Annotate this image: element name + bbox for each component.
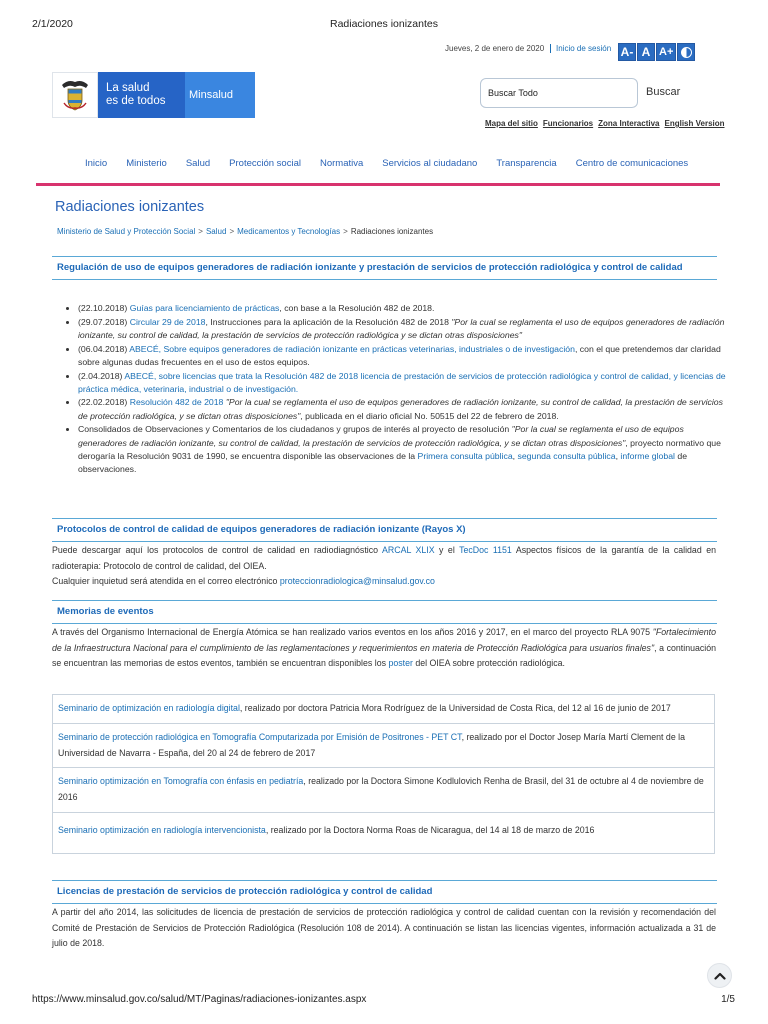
item-date: (29.07.2018)	[78, 316, 130, 327]
event-link[interactable]: Seminario de optimización en radiología digital	[58, 703, 240, 713]
contrast-icon[interactable]	[677, 43, 695, 61]
breadcrumb-separator: >	[198, 227, 203, 236]
slogan-line-1: La salud	[106, 82, 150, 94]
list-item	[78, 316, 730, 342]
item-quote: "Por la cual se reglamenta el uso de equipos generadores de radiación ionizante, su control de calidad, la prestación de servicios de protección radiológica y se dictan otras disposiciones"	[78, 316, 725, 340]
primera-consulta-link[interactable]: Primera consulta pública	[417, 450, 513, 461]
poster-link[interactable]: poster	[388, 658, 413, 669]
staff-link[interactable]: Funcionarios	[542, 119, 594, 128]
section-licencias-heading: Licencias de prestación de servicios de protección radiológica y control de calidad	[52, 880, 717, 904]
event-link[interactable]: Seminario optimización en radiología intervencionista	[58, 824, 266, 835]
event-row	[53, 813, 714, 853]
site-logo[interactable]	[52, 72, 255, 118]
event-link[interactable]: Seminario optimización en Tomografía con énfasis en pediatría	[58, 776, 304, 787]
para-text: A través del Organismo Internacional de Energía Atómica se han realizado varios eventos en los años 2016 y 2017, en el marco del proyecto RLA 9075	[52, 627, 653, 637]
search-input[interactable]	[480, 78, 638, 108]
breadcrumb-current: Radiaciones ionizantes	[350, 227, 434, 236]
slogan-line-2: es de todos	[106, 95, 166, 107]
interactive-zone-link[interactable]: Zona Interactiva	[598, 119, 660, 128]
tecdoc-link[interactable]: TecDoc 1151	[459, 545, 512, 555]
item-quote: "Por la cual se reglamenta el uso de equipos generadores de radiación ionizante, su control de calidad, la prestación de servicios de protección radiológica, y se dictan otras disposiciones"	[78, 424, 684, 448]
para-text: Aspectos físicos de la garantía de la calidad en radioterapia: Protocolo de control de calidad, del OIEA.	[52, 545, 716, 571]
nav-divider	[36, 183, 720, 186]
nav-item-comunicaciones[interactable]: Centro de comunicaciones	[575, 158, 689, 169]
item-text: , con base a la Resolución 482 de 2018.	[279, 303, 435, 313]
event-link[interactable]: Seminario de protección radiológica en Tomografía Computarizada por Emisión de Positrones - PET CT	[58, 731, 462, 742]
guias-link[interactable]: Guías para licenciamiento de prácticas	[129, 303, 280, 313]
font-normal-button[interactable]: A	[637, 43, 655, 61]
coat-of-arms-icon	[52, 72, 98, 118]
event-row	[53, 768, 714, 813]
event-text: , realizado por doctora Patricia Mora Rodríguez de la Universidad de Costa Rica, del 12 al 16 de junio de 2017	[239, 703, 671, 713]
item-date: (22.02.2018)	[78, 397, 130, 408]
font-size-tools	[618, 43, 695, 61]
event-row	[53, 695, 714, 724]
font-decrease-button[interactable]: A-	[618, 43, 636, 61]
para-text: Cualquier inquietud será atendida en el correo electrónico	[52, 576, 280, 587]
event-text: , realizado por el Doctor Josep María Martí Clement de la Universidad de Navarra - España, del 20 al 24 de febrero de 2017	[58, 731, 686, 758]
font-increase-button[interactable]: A+	[656, 43, 676, 61]
login-link[interactable]: Inicio de sesión	[550, 44, 611, 53]
event-row	[53, 724, 714, 769]
nav-item-salud[interactable]: Salud	[185, 158, 211, 169]
circular-link[interactable]: Circular 29 de 2018	[129, 316, 206, 327]
chevron-up-icon	[714, 971, 726, 980]
item-date: (2.04.2018)	[78, 370, 125, 381]
breadcrumb-ministerio[interactable]: Ministerio de Salud y Protección Social	[57, 227, 196, 236]
breadcrumb-medicamentos[interactable]: Medicamentos y Tecnologías	[237, 227, 341, 236]
logo-slogan	[98, 72, 185, 118]
item-text: de observaciones.	[78, 450, 688, 474]
nav-item-servicios[interactable]: Servicios al ciudadano	[382, 158, 478, 169]
regulation-list	[66, 302, 730, 477]
print-date: 2/1/2020	[32, 18, 73, 30]
item-separator: ,	[512, 450, 518, 461]
list-item	[78, 423, 730, 476]
para-quote: "Fortalecimiento de la Infraestructura Nacional para el cumplimiento de las reglamentaciones y requerimientos en materia de Protección Radiológica para usuarios finales"	[52, 627, 716, 653]
arcal-link[interactable]: ARCAL XLIX	[382, 545, 435, 555]
segunda-consulta-link[interactable]: segunda consulta pública	[517, 450, 616, 461]
sitemap-link[interactable]: Mapa del sitio	[485, 119, 538, 128]
section-memorias-heading: Memorias de eventos	[52, 600, 717, 624]
nav-item-normativa[interactable]: Normativa	[319, 158, 364, 169]
event-text: , realizado por la Doctora Simone Kodlulovich Renha de Brasil, del 31 de octubre al 4 de noviembre de 2016	[58, 776, 704, 803]
breadcrumb-separator: >	[343, 227, 348, 236]
email-link[interactable]: proteccionradiologica@minsalud.gov.co	[279, 576, 435, 587]
item-text: , Instrucciones para la aplicación de la Resolución 482 de 2018	[205, 316, 452, 327]
item-text: , proyecto normativo que derogaría la Resolución 9031 de 1990, se encuentra disponible las observaciones de la	[78, 437, 721, 461]
events-table	[52, 694, 715, 854]
resolucion-link[interactable]: Resolución 482 de 2018	[129, 397, 224, 408]
list-item	[78, 302, 730, 315]
item-quote: "Por la cual se reglamenta el uso de equipos generadores de radiación ionizante, su control de calidad, la prestación de servicios de protección radiológica, y se dictan otras disposiciones"	[78, 397, 723, 421]
print-url: https://www.minsalud.gov.co/salud/MT/Paginas/radiaciones-ionizantes.aspx	[32, 994, 367, 1005]
print-page-number: 1/5	[721, 994, 735, 1005]
para-text: y el	[434, 545, 460, 555]
section-regulacion-heading: Regulación de uso de equipos generadores de radiación ionizante y prestación de servicios de protección radiológica y control de calidad	[52, 256, 717, 280]
current-date: Jueves, 2 de enero de 2020	[445, 44, 545, 53]
item-text: Consolidados de Observaciones y Comentarios de los ciudadanos y grupos de interés al proyecto de resolución	[78, 424, 512, 435]
licencias-paragraph: A partir del año 2014, las solicitudes de licencia de prestación de servicios de protección radiológica y control de calidad cuentan con la revisión y recomendación del Comité de Prestación de Servicios de Protección Radiológica (Resolución 108 de 2014). A continuación se listan las licencias vigentes, información actualizada a 31 de julio de 2018.	[52, 907, 716, 949]
utility-links	[485, 119, 725, 128]
nav-item-inicio[interactable]: Inicio	[85, 158, 108, 169]
logo-brand: Minsalud	[185, 72, 255, 118]
item-date: (06.04.2018)	[78, 343, 130, 354]
list-item	[78, 370, 730, 396]
breadcrumb-salud[interactable]: Salud	[205, 227, 227, 236]
nav-item-proteccion-social[interactable]: Protección social	[229, 158, 301, 169]
print-title: Radiaciones ionizantes	[330, 18, 438, 30]
memorias-paragraph	[52, 625, 716, 672]
abece-licencias-link[interactable]: ABECÉ, sobre licencias que trata la Resolución 482 de 2018 licencia de prestación de servicios de protección radiológica y control de calidad, y licencias de práctica médica, veterinaria, industrial o de investigación.	[78, 370, 726, 394]
event-text: , realizado por la Doctora Norma Roas de Nicaragua, del 14 al 18 de marzo de 2016	[265, 824, 595, 835]
search-button[interactable]: Buscar	[646, 86, 681, 98]
breadcrumb	[57, 227, 433, 236]
scroll-top-button[interactable]	[707, 963, 732, 988]
list-item	[78, 343, 730, 369]
item-separator: ,	[615, 450, 621, 461]
list-item	[78, 396, 730, 422]
para-text: del OIEA sobre protección radiológica.	[412, 658, 565, 669]
breadcrumb-separator: >	[229, 227, 235, 236]
section-protocolos-heading: Protocolos de control de calidad de equipos generadores de radiación ionizante (Rayos X)	[52, 518, 717, 542]
abece-veterinarias-link[interactable]: ABECÉ, Sobre equipos generadores de radiación ionizante en prácticas veterinarias, industriales o de investigación	[129, 343, 575, 354]
page-title: Radiaciones ionizantes	[55, 199, 205, 215]
nav-item-transparencia[interactable]: Transparencia	[496, 158, 557, 169]
nav-item-ministerio[interactable]: Ministerio	[126, 158, 167, 169]
item-date: (22.10.2018)	[78, 303, 130, 313]
protocolos-paragraph	[52, 543, 716, 590]
item-text: , publicada en el diario oficial No. 50515 del 22 de febrero de 2018.	[300, 410, 559, 421]
item-text: , con el que pretendemos dar claridad sobre algunas dudas frecuentes en el uso de estos equipos.	[78, 343, 721, 367]
informe-global-link[interactable]: informe global	[620, 450, 675, 461]
para-text: , a continuación se encuentran las memorias de estos eventos, también se encuentran disponibles los	[52, 642, 717, 669]
para-text: Puede descargar aquí los protocolos de control de calidad en radiodiagnóstico	[52, 545, 382, 555]
main-nav	[85, 158, 707, 169]
english-version-link[interactable]: English Version	[664, 119, 725, 128]
